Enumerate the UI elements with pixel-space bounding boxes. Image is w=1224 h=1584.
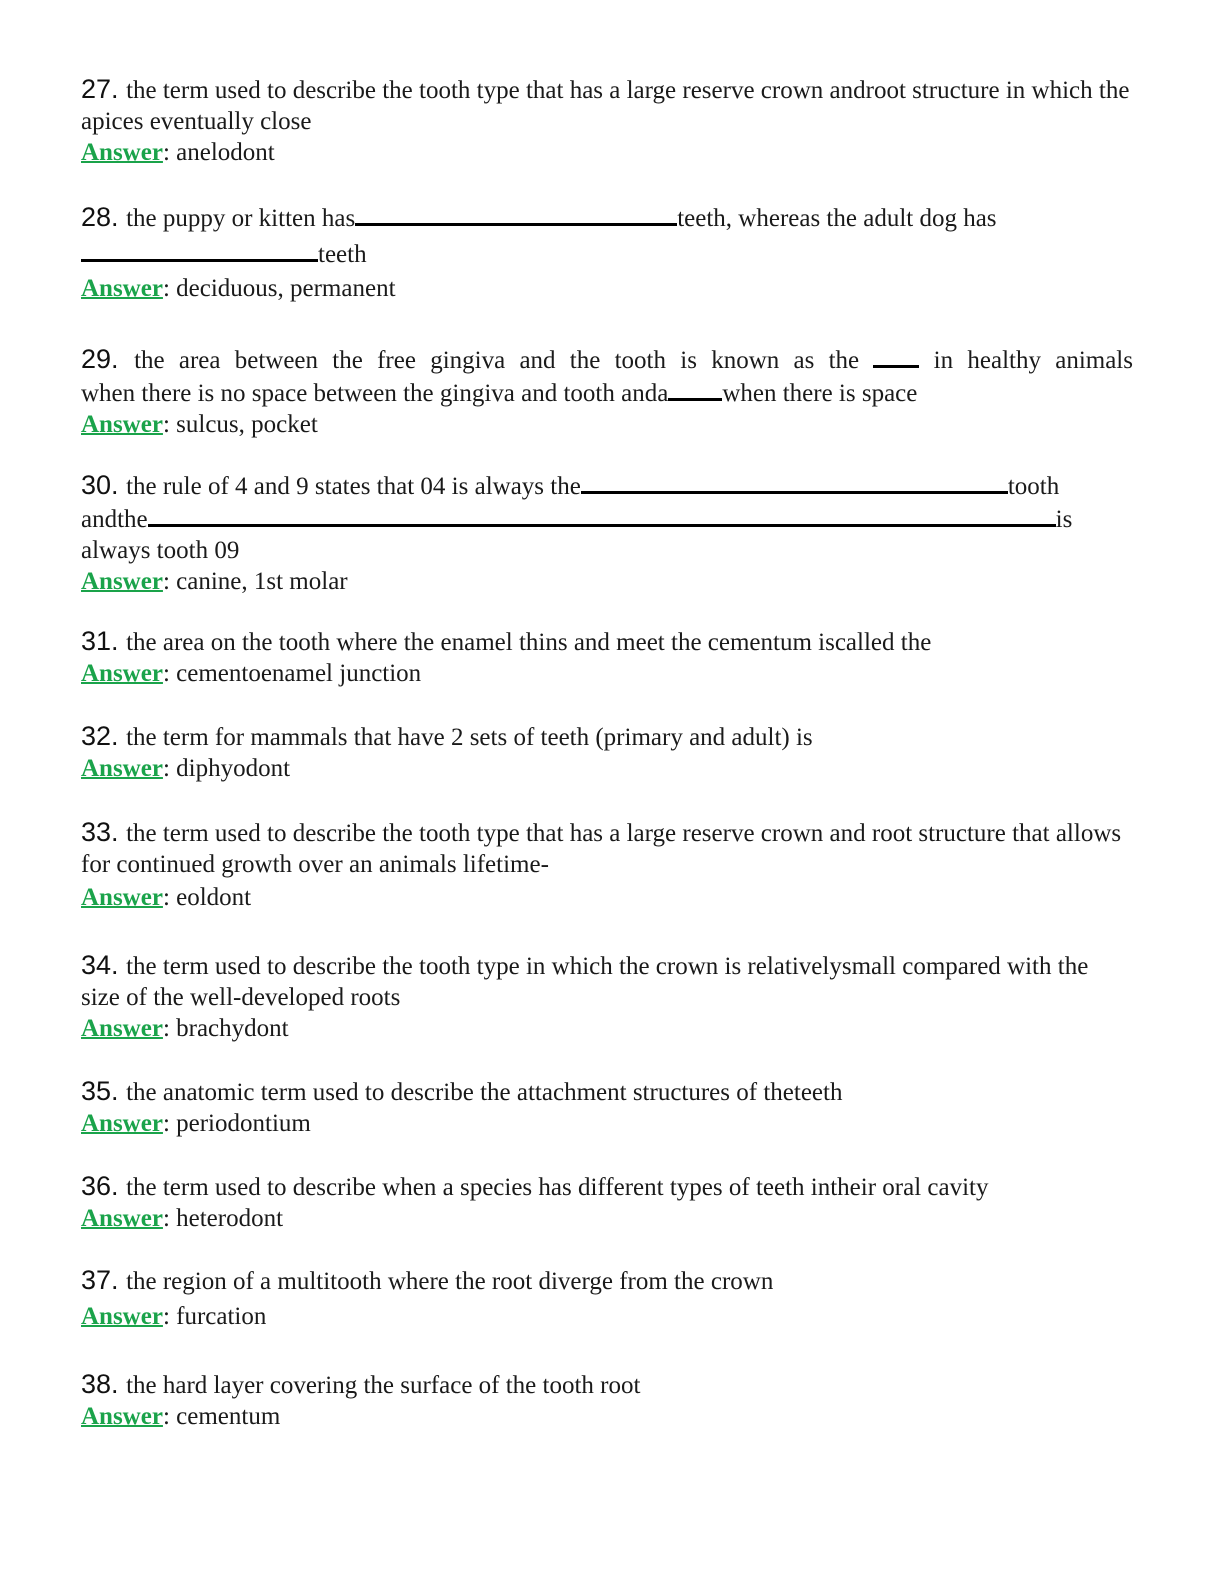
question-text-continued: always tooth 09 xyxy=(81,537,240,564)
question-28 xyxy=(81,199,1133,304)
question-number: 27 xyxy=(81,74,112,104)
answer-label: Answer xyxy=(81,1205,163,1232)
question-number: 37 xyxy=(81,1265,112,1295)
answer-value: heterodont xyxy=(176,1205,284,1232)
question-number: 29 xyxy=(81,344,112,374)
answer-line: Answer: deciduous, permanent xyxy=(81,275,396,302)
question-33 xyxy=(81,817,1133,913)
answer-label: Answer xyxy=(81,1110,163,1137)
answer-value: deciduous, permanent xyxy=(176,275,396,302)
question-text: 27. the term used to describe the tooth type that has a large reserve crown androot structure in which the apices eventually close xyxy=(81,74,1130,135)
fill-blank xyxy=(581,469,1008,494)
question-34 xyxy=(81,950,1133,1044)
question-text-continued: when there is no space between the gingiva and tooth anda when there is space xyxy=(81,376,1133,409)
answer-line: Answer: cementum xyxy=(81,1403,281,1430)
answer-value: canine, 1st molar xyxy=(176,568,348,595)
answer-label: Answer xyxy=(81,568,163,595)
answer-label: Answer xyxy=(81,660,163,687)
answer-value: cementum xyxy=(176,1403,281,1430)
fill-blank xyxy=(148,502,1056,527)
question-37 xyxy=(81,1265,1133,1332)
question-text: 34. the term used to describe the tooth type in which the crown is relativelysmall compared with the size of the well-developed roots xyxy=(81,950,1089,1011)
answer-line: Answer: furcation xyxy=(81,1303,267,1330)
answer-line: Answer: diphyodont xyxy=(81,755,291,782)
question-27 xyxy=(81,74,1133,168)
question-text: 28. the puppy or kitten has teeth, whereas the adult dog has teeth xyxy=(81,202,997,268)
question-number: 32 xyxy=(81,721,112,751)
question-text: 32. the term for mammals that have 2 sets of teeth (primary and adult) is xyxy=(81,721,813,751)
answer-line: Answer: anelodont xyxy=(81,139,275,166)
question-36 xyxy=(81,1171,1133,1234)
question-number: 34 xyxy=(81,950,112,980)
question-number: 36 xyxy=(81,1171,112,1201)
fill-blank xyxy=(873,343,919,368)
answer-label: Answer xyxy=(81,755,163,782)
question-number: 33 xyxy=(81,817,112,847)
answer-label: Answer xyxy=(81,411,163,438)
question-text: 33. the term used to describe the tooth type that has a large reserve crown and root structure that allows for continued growth over an animals lifetime- xyxy=(81,817,1122,878)
question-number: 30 xyxy=(81,470,112,500)
answer-label: Answer xyxy=(81,1303,163,1330)
answer-label: Answer xyxy=(81,1015,163,1042)
fill-blank xyxy=(355,201,677,226)
fill-blank xyxy=(81,237,318,262)
answer-line: Answer: heterodont xyxy=(81,1205,284,1232)
answer-value: anelodont xyxy=(176,139,275,166)
question-number: 35 xyxy=(81,1076,112,1106)
question-text: 38. the hard layer covering the surface of the tooth root xyxy=(81,1369,641,1399)
answer-value: sulcus, pocket xyxy=(176,411,318,438)
question-number: 38 xyxy=(81,1369,112,1399)
answer-line: Answer: periodontium xyxy=(81,1110,311,1137)
question-number: 31 xyxy=(81,626,112,656)
question-32 xyxy=(81,721,1133,784)
answer-value: diphyodont xyxy=(176,755,291,782)
answer-value: periodontium xyxy=(176,1110,311,1137)
answer-line: Answer: eoldont xyxy=(81,884,252,911)
answer-value: furcation xyxy=(176,1303,267,1330)
question-text: 36. the term used to describe when a species has different types of teeth intheir oral cavity xyxy=(81,1171,989,1201)
answer-value: cementoenamel junction xyxy=(176,660,422,687)
question-number: 28 xyxy=(81,202,112,232)
answer-label: Answer xyxy=(81,139,163,166)
answer-value: brachydont xyxy=(176,1015,289,1042)
question-35 xyxy=(81,1076,1133,1139)
fill-blank xyxy=(668,376,722,401)
question-38 xyxy=(81,1369,1133,1432)
question-text-continued: andthe is xyxy=(81,502,1133,535)
question-31 xyxy=(81,626,1133,689)
answer-line: Answer: brachydont xyxy=(81,1015,289,1042)
answer-label: Answer xyxy=(81,884,163,911)
answer-label: Answer xyxy=(81,275,163,302)
question-text: 29. the area between the free gingiva and the tooth is known as the in healthy animals xyxy=(81,344,1133,374)
answer-line: Answer: canine, 1st molar xyxy=(81,568,348,595)
answer-label: Answer xyxy=(81,1403,163,1430)
answer-line: Answer: cementoenamel junction xyxy=(81,660,422,687)
question-text: 35. the anatomic term used to describe the attachment structures of theteeth xyxy=(81,1076,843,1106)
question-29 xyxy=(81,343,1133,440)
question-30 xyxy=(81,469,1133,597)
question-text: 37. the region of a multitooth where the root diverge from the crown xyxy=(81,1265,774,1295)
answer-line: Answer: sulcus, pocket xyxy=(81,411,318,438)
question-text: 30. the rule of 4 and 9 states that 04 is always the tooth xyxy=(81,470,1060,500)
question-text: 31. the area on the tooth where the enamel thins and meet the cementum iscalled the xyxy=(81,626,932,656)
answer-value: eoldont xyxy=(176,884,252,911)
